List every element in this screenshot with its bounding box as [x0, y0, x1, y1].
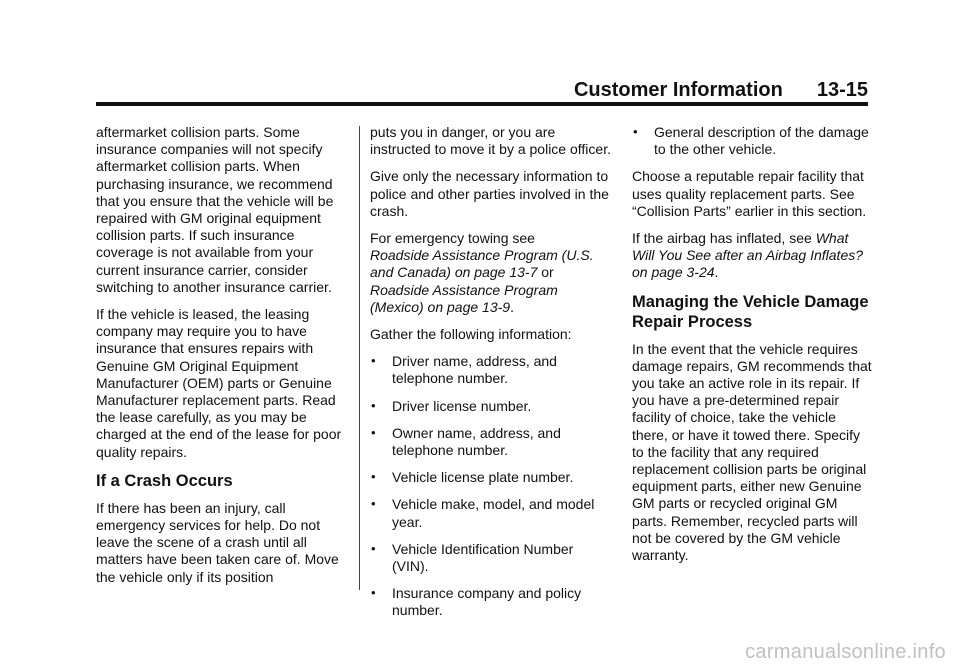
list-item-text: General description of the damage to the other vehicle.: [654, 124, 869, 158]
text: .: [714, 264, 719, 281]
list-item: [632, 124, 874, 158]
cross-reference-link[interactable]: What Will You See after an Airbag Inflates? on page 3-24: [632, 230, 864, 281]
paragraph: In the event that the vehicle requires damage repairs, GM recommends that you take an active role in its repair. If you have a pre-determined repair facility of choice, take the vehicle there, or have it towed there. Specify to the facility that any required replacement collision parts be original equipment parts, either new Genuine GM parts or recycled original GM parts. Remember, recycled parts will not be covered by the GM vehicle warranty.: [632, 340, 872, 564]
paragraph: Give only the necessary information to police and other parties involved in the crash.: [370, 168, 609, 219]
column-divider: [359, 126, 360, 590]
cross-reference-link[interactable]: Roadside Assistance Program (U.S. and Canada) on page 13-7: [370, 247, 594, 281]
list-item: [370, 541, 612, 575]
list-item-text: Owner name, address, and telephone number.: [392, 424, 561, 459]
list-item: [370, 469, 612, 486]
list-item: [370, 585, 612, 619]
watermark: carmanualsonline.info: [745, 641, 946, 663]
section-title: Customer Information: [573, 79, 783, 101]
bullet-icon: •: [371, 469, 376, 485]
paragraph: If the vehicle is leased, the leasing company may require you to have insurance that ensures repairs with Genuine GM Original Equipment Manufacturer (OEM) parts or Genuine Manufacturer replacement parts. Read the lease carefully, as you may be charged at the end of the lease for poor quality repairs.: [96, 306, 342, 460]
paragraph: [632, 230, 874, 282]
paragraph: puts you in danger, or you are instructed to move it by a police officer.: [370, 124, 611, 158]
bullet-icon: •: [633, 124, 638, 139]
header-rule: [96, 102, 868, 106]
paragraph: [370, 230, 612, 316]
list-item-text: Vehicle license plate number.: [392, 469, 574, 486]
list-item-text: Vehicle make, model, and model year.: [392, 496, 595, 530]
list-item: [370, 496, 612, 530]
bullet-icon: •: [371, 540, 376, 556]
bullet-icon: •: [371, 353, 376, 369]
list-item-text: Insurance company and policy number.: [392, 585, 582, 619]
section-heading: If a Crash Occurs: [96, 471, 233, 490]
cross-reference-link[interactable]: Roadside Assistance Program (Mexico) on page 13-9: [370, 281, 558, 315]
paragraph: Gather the following information:: [370, 326, 572, 343]
paragraph: If there has been an injury, call emergency services for help. Do not leave the scene of a crash until all matters have been taken care of. Move the vehicle only if its position: [96, 499, 339, 585]
paragraph: Choose a reputable repair facility that uses quality replacement parts. See “Collision Parts” earlier in this section.: [632, 168, 867, 219]
list-item: [370, 353, 612, 387]
list-item: [370, 425, 612, 459]
list-item-text: Driver name, address, and telephone number.: [392, 353, 557, 387]
paragraph: aftermarket collision parts. Some insurance companies will not specify aftermarket collision parts. When purchasing insurance, we recommend that you ensure that the vehicle will be repaired with GM original equipment collision parts. If such insurance coverage is not available from your current insurance carrier, consider switching to another insurance carrier.: [96, 124, 334, 295]
info-list: [632, 124, 874, 158]
column-1: [96, 124, 348, 596]
bullet-icon: •: [371, 496, 376, 512]
page-header: [96, 78, 868, 102]
bullet-icon: •: [371, 585, 376, 601]
list-item-text: Driver license number.: [392, 397, 532, 414]
text: If the airbag has inflated, see: [632, 230, 812, 247]
list-item-text: Vehicle Identification Number (VIN).: [392, 540, 574, 575]
info-list: [370, 353, 612, 619]
column-3: [632, 124, 874, 574]
bullet-icon: •: [371, 397, 376, 413]
list-item: [370, 398, 612, 415]
text: For emergency towing see: [370, 230, 535, 247]
text: or: [541, 264, 554, 281]
text: .: [510, 298, 514, 315]
column-2: [370, 124, 612, 630]
page-number: 13-15: [816, 79, 868, 101]
bullet-icon: •: [371, 424, 376, 440]
section-heading: Managing the Vehicle Damage Repair Process: [632, 292, 869, 331]
